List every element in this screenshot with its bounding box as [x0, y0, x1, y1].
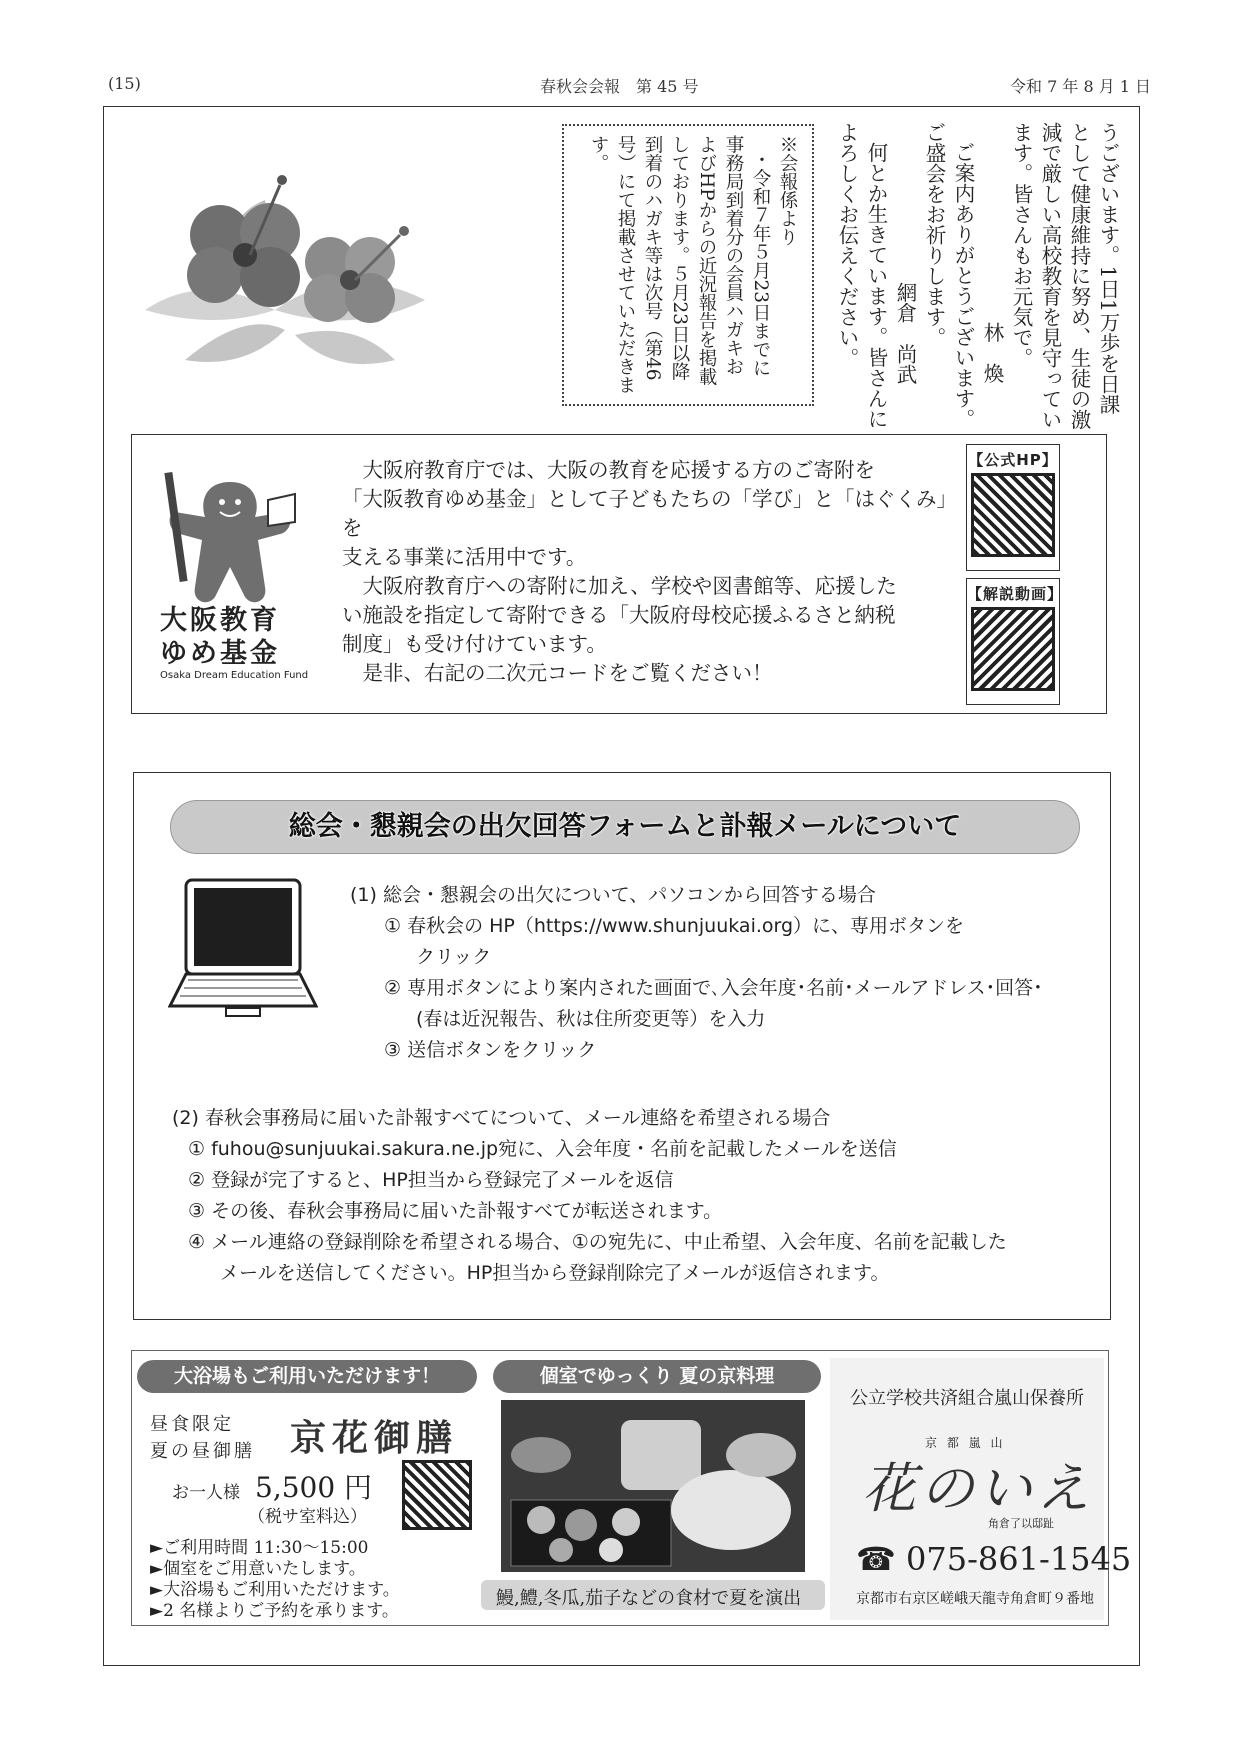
notice-col: 到着のハガキ等は次号（第46: [642, 135, 663, 381]
fund-logo-line2: ゆめ基金: [160, 638, 280, 669]
official-hp-qr[interactable]: [966, 444, 1060, 571]
qr-code-icon: [974, 610, 1052, 688]
instruction-item: ① 春秋会の HP（https://www.shunjuukai.org）に、専用ボタンを: [384, 915, 965, 937]
letter-col: として健康維持に努め、生徒の激: [1067, 122, 1091, 430]
fund-paragraph: 制度」も受け付けています。: [342, 632, 607, 656]
fund-paragraph: い施設を指定して寄附できる「大阪府母校応援ふるさと納税: [342, 603, 896, 627]
notice-col: 号）にて掲載させていただきま: [615, 135, 636, 394]
newsletter-title: 春秋会会報 第 45 号: [540, 77, 699, 96]
brand-small: 京 都 嵐 山: [925, 1436, 1006, 1450]
letter-signature: 網倉 尚武: [893, 282, 917, 385]
form-title: 総会・懇親会の出欠回答フォームと訃報メールについて: [288, 811, 962, 842]
letter-signature: 林 煥: [980, 322, 1004, 384]
letter-col: よろしくお伝えください。: [835, 122, 859, 368]
kyoto-cuisine-photo: [501, 1400, 805, 1572]
fund-description: [342, 456, 952, 688]
explanation-video-qr[interactable]: [966, 578, 1064, 705]
instruction-item: クリック: [416, 946, 492, 968]
brand-subtitle: 角倉了以邸趾: [988, 1517, 1054, 1530]
notice-col: ※会報係より: [777, 135, 798, 246]
letter-col: 減で厳しい高校教育を見守ってい: [1038, 122, 1062, 430]
instruction-item: ④ メール連絡の登録削除を希望される場合、①の宛先に、中止希望、入会年度、名前を記載した: [188, 1231, 1007, 1253]
letter-col: ご盛会をお祈りします。: [922, 122, 946, 348]
fund-paragraph: 大阪府教育庁では、大阪の教育を応援する方のご寄附を: [342, 458, 875, 482]
notice-col: ・令和７年５月23日までに: [750, 150, 771, 378]
instruction-item: ② 登録が完了すると、HP担当から登録完了メールを返信: [188, 1169, 674, 1191]
qr-code-icon: [974, 476, 1052, 554]
instruction-item: ① fuhou@sunjuukai.sakura.ne.jp宛に、入会年度・名前を記載したメールを送信: [188, 1138, 897, 1160]
instruction-item: ③ その後、春秋会事務局に届いた訃報すべてが転送されます。: [188, 1200, 723, 1222]
menu-name: 京花御膳: [290, 1417, 459, 1459]
ad-info: ►2 名様よりご予約を承ります。: [150, 1601, 399, 1621]
notice-col: す。: [588, 135, 609, 172]
price-prefix: お一人様: [172, 1483, 240, 1503]
qr-label: 【解説動画】: [967, 585, 1064, 603]
letter-col: 何とか生きています。皆さんに: [864, 142, 888, 429]
fund-paragraph: 大阪府教育庁への寄附に加え、学校や図書館等、応援した: [342, 574, 897, 598]
bath-pill: 大浴場もご利用いただけます！: [137, 1360, 477, 1393]
fund-paragraph: 是非、右記の二次元コードをご覧ください！: [342, 661, 773, 685]
tax-note: （税サ室料込）: [248, 1507, 367, 1527]
section-heading: (2) 春秋会事務局に届いた訃報すべてについて、メール連絡を希望される場合: [172, 1107, 831, 1129]
letter-col: ます。皆さんもお元気で。: [1009, 122, 1033, 368]
fund-logo-english: Osaka Dream Education Fund: [160, 670, 309, 681]
kyoto-cuisine-pill: 個室でゆっくり 夏の京料理: [493, 1360, 821, 1393]
instruction-item: (春は近況報告、秋は住所変更等）を入力: [416, 1008, 766, 1030]
price: 5,500 円: [255, 1471, 373, 1504]
instruction-item: メールを送信してください。HP担当から登録削除完了メールが返信されます。: [220, 1262, 890, 1284]
notice-col: よびHPからの近況報告を掲載: [696, 135, 717, 386]
instruction-item: ② 専用ボタンにより案内された画面で､入会年度･名前･メールアドレス･回答･: [384, 977, 1043, 999]
qr-label: 【公式HP】: [968, 451, 1058, 469]
hotel-org: 公立学校共済組合嵐山保養所: [850, 1388, 1084, 1409]
limited-label: 夏の昼御膳: [150, 1441, 255, 1462]
hibiscus-illustration: [125, 160, 445, 400]
issue-date: 令和 7 年 8 月 1 日: [1010, 77, 1152, 96]
brand-logo: 花のいえ: [862, 1457, 1094, 1520]
letter-col: ご案内ありがとうございます。: [951, 142, 975, 429]
reservation-qr-icon[interactable]: [405, 1463, 469, 1527]
section-heading: (1) 総会・懇親会の出欠について、パソコンから回答する場合: [350, 884, 876, 906]
ad-info: ►個室をご用意いたします。: [150, 1559, 366, 1579]
ad-info: ►ご利用時間 11:30～15:00: [150, 1538, 369, 1558]
ad-info: ►大浴場もご利用いただけます。: [150, 1580, 400, 1600]
fund-paragraph: 「大阪教育ゆめ基金」として子どもたちの「学び」と「はぐくみ」を: [342, 487, 947, 540]
page-number: (15): [108, 74, 141, 93]
laptop-icon: [168, 876, 318, 1021]
notice-col: 事務局到着分の会員ハガキお: [723, 135, 744, 376]
letter-col: うございます。1日1万歩を日課: [1096, 122, 1120, 415]
notice-col: しております。５月23日以降: [669, 135, 690, 381]
fund-logo-line1: 大阪教育: [160, 605, 280, 636]
email-instructions: [172, 1103, 1007, 1289]
hotel-phone: ☎ 075-861-1545: [856, 1540, 1132, 1578]
form-banner: [170, 800, 1080, 854]
fund-mascot-logo: [160, 462, 300, 612]
instruction-item: ③ 送信ボタンをクリック: [384, 1039, 597, 1061]
hotel-address: 京都市右京区嵯峨天龍寺角倉町９番地: [856, 1591, 1094, 1607]
fund-paragraph: 支える事業に活用中です。: [342, 545, 587, 569]
limited-label: 昼食限定: [150, 1414, 234, 1435]
photo-caption: 鰻,鱧,冬瓜,茄子などの食材で夏を演出: [496, 1588, 802, 1609]
pc-instructions: [350, 880, 1043, 1066]
